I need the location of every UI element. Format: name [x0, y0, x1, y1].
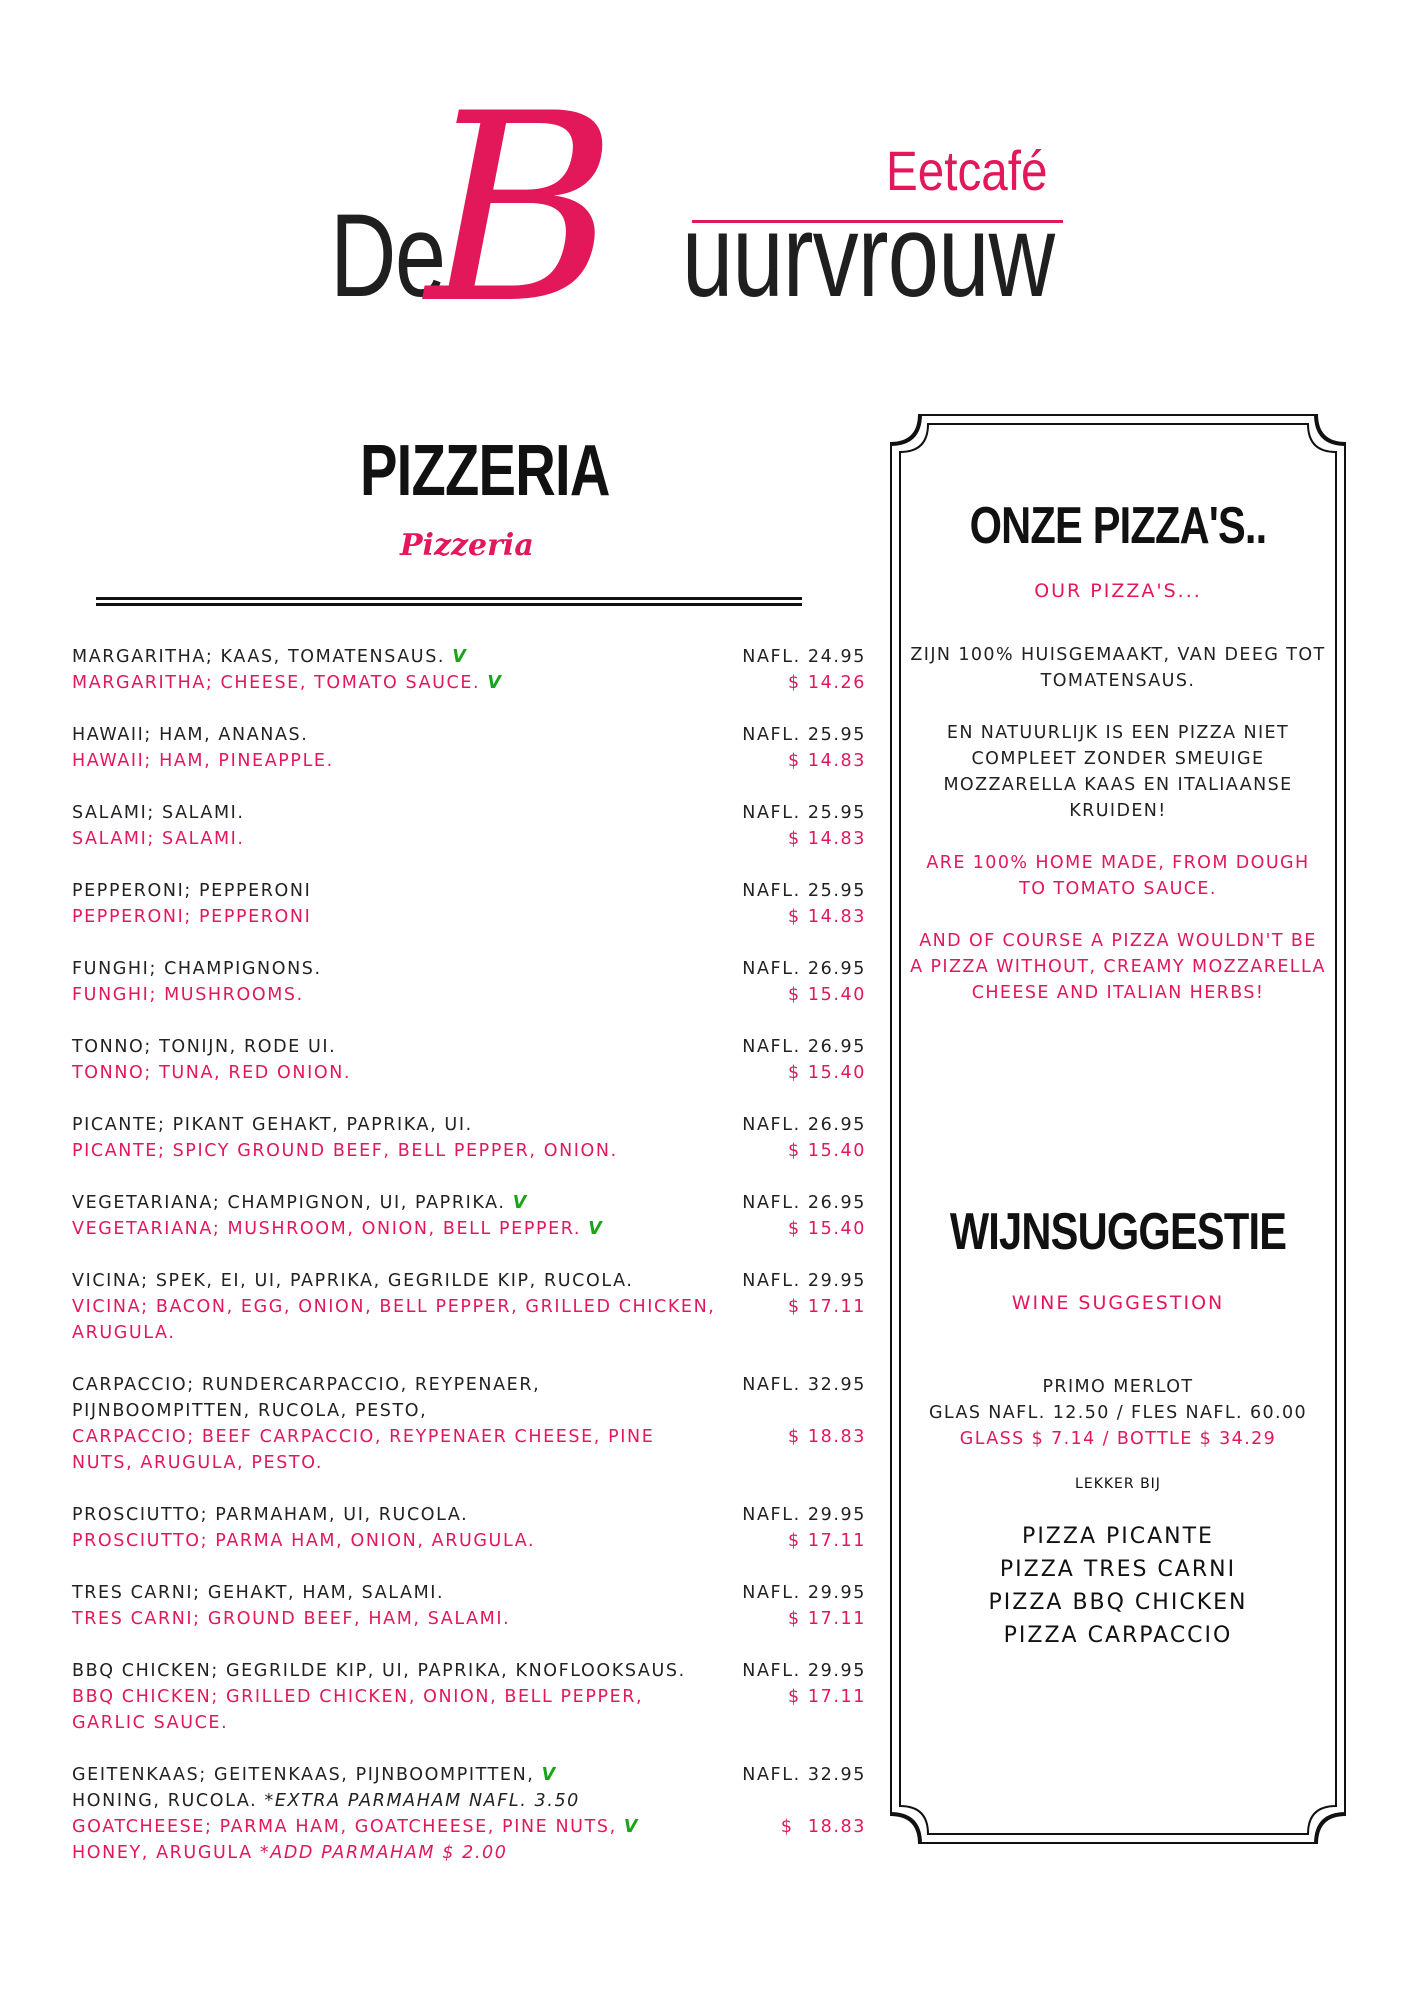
section-title: PIZZERIA [360, 431, 610, 511]
menu-item [72, 1372, 866, 1476]
price-usd: $ 17.11 [788, 1609, 866, 1629]
menu-item [72, 1112, 866, 1164]
price-nafl: NAFL. 25.95 [742, 881, 866, 901]
menu-item [72, 1190, 866, 1242]
item-name-nl: FUNGHI; CHAMPIGNONS. [72, 959, 322, 979]
item-extra-en: *ADD PARMAHAM $ 2.00 [259, 1843, 508, 1863]
panel-subheading: OUR PIZZA'S... [1034, 580, 1202, 602]
item-name-en: MARGARITHA; CHEESE, TOMATO SAUCE. [72, 673, 481, 693]
desc-en-1: ARE 100% HOME MADE, FROM DOUGH TO TOMATO SAUCE. [926, 853, 1310, 899]
price-nafl: NAFL. 24.95 [742, 647, 866, 667]
pairs-with-label: LEKKER BIJ [1075, 1476, 1161, 1492]
panel-heading: ONZE PIZZA'S.. [969, 497, 1267, 555]
menu-item [72, 1502, 866, 1554]
logo-de: De [330, 190, 445, 322]
item-name-en: TONNO; TUNA, RED ONION. [72, 1063, 352, 1083]
price-nafl: NAFL. 29.95 [742, 1271, 866, 1291]
item-name-nl: SALAMI; SALAMI. [72, 803, 245, 823]
menu-item [72, 956, 866, 1008]
item-name-en: CARPACCIO; BEEF CARPACCIO, REYPENAER CHEESE, PINE NUTS, ARUGULA, PESTO. [72, 1427, 655, 1473]
price-usd: $ 15.40 [788, 985, 866, 1005]
price-usd: $ 17.11 [788, 1687, 866, 1707]
price-usd: $ 15.40 [788, 1063, 866, 1083]
item-name-nl: VEGETARIANA; CHAMPIGNON, UI, PAPRIKA. [72, 1193, 506, 1213]
pairings-list [890, 1520, 1346, 1652]
menu-item [72, 878, 866, 930]
price-usd: $ 18.83 [780, 1817, 866, 1837]
vegetarian-mark: V [623, 1817, 640, 1837]
item-name-nl: TRES CARNI; GEHAKT, HAM, SALAMI. [72, 1583, 445, 1603]
menu-item [72, 1034, 866, 1086]
logo [330, 59, 1070, 361]
section-subtitle: Pizzeria [400, 528, 534, 563]
price-nafl: NAFL. 26.95 [742, 959, 866, 979]
price-usd: $ 14.83 [788, 907, 866, 927]
wine-suggestion [890, 1374, 1346, 1452]
item-name-en: HAWAII; HAM, PINEAPPLE. [72, 751, 334, 771]
price-nafl: NAFL. 26.95 [742, 1193, 866, 1213]
item-name-nl: BBQ CHICKEN; GEGRILDE KIP, UI, PAPRIKA, KNOFLOOKSAUS. [72, 1661, 686, 1681]
price-nafl: NAFL. 29.95 [742, 1505, 866, 1525]
item-name-nl: TONNO; TONIJN, RODE UI. [72, 1037, 337, 1057]
vegetarian-mark: V [452, 647, 468, 667]
double-divider [96, 597, 802, 606]
desc-en-2: AND OF COURSE A PIZZA WOULDN'T BE A PIZZA WITHOUT, CREAMY MOZZARELLA CHEESE AND ITALIAN HERBS! [910, 931, 1326, 1003]
price-nafl: NAFL. 32.95 [742, 1375, 866, 1395]
menu-item [72, 644, 866, 696]
wine-subheading: WINE SUGGESTION [1011, 1292, 1225, 1314]
desc-nl-1: ZIJN 100% HUISGEMAAKT, VAN DEEG TOT TOMATENSAUS. [910, 645, 1326, 691]
price-usd: $ 17.11 [788, 1531, 866, 1551]
price-usd: $ 15.40 [788, 1219, 866, 1239]
item-name-nl: PROSCIUTTO; PARMAHAM, UI, RUCOLA. [72, 1505, 469, 1525]
menu-item [72, 1268, 866, 1346]
item-name-nl: PEPPERONI; PEPPERONI [72, 881, 312, 901]
wine-price-nl: GLAS NAFL. 12.50 / FLES NAFL. 60.00 [928, 1403, 1308, 1423]
item-name-en: PROSCIUTTO; PARMA HAM, ONION, ARUGULA. [72, 1531, 536, 1551]
item-name-nl-cont: HONING, RUCOLA. [72, 1791, 258, 1811]
logo-eetcafe: Eetcafé [886, 139, 1048, 202]
pairing-item: PIZZA CARPACCIO [1003, 1623, 1233, 1648]
item-name-en-cont: HONEY, ARUGULA [72, 1843, 253, 1863]
desc-nl-2: EN NATUURLIJK IS EEN PIZZA NIET COMPLEET ZONDER SMEUIGE MOZZARELLA KAAS EN ITALIAANSE KRUIDEN! [943, 723, 1293, 821]
menu-item [72, 722, 866, 774]
item-name-en: GOATCHEESE; PARMA HAM, GOATCHEESE, PINE NUTS, [72, 1817, 617, 1837]
menu-item [72, 1580, 866, 1632]
pairing-item: PIZZA PICANTE [1022, 1524, 1214, 1549]
panel-description [910, 642, 1326, 1032]
item-name-en: PEPPERONI; PEPPERONI [72, 907, 312, 927]
item-name-en: BBQ CHICKEN; GRILLED CHICKEN, ONION, BELL PEPPER, GARLIC SAUCE. [72, 1687, 644, 1733]
item-name-nl: CARPACCIO; RUNDERCARPACCIO, REYPENAER, PIJNBOOMPITTEN, RUCOLA, PESTO, [72, 1375, 541, 1421]
item-name-nl: HAWAII; HAM, ANANAS. [72, 725, 309, 745]
wine-heading: WIJNSUGGESTIE [949, 1203, 1287, 1261]
price-nafl: NAFL. 29.95 [742, 1661, 866, 1681]
item-name-nl: MARGARITHA; KAAS, TOMATENSAUS. [72, 647, 446, 667]
price-nafl: NAFL. 32.95 [742, 1765, 866, 1785]
pairing-item: PIZZA TRES CARNI [999, 1557, 1237, 1582]
price-nafl: NAFL. 25.95 [742, 803, 866, 823]
wine-name: PRIMO MERLOT [1042, 1377, 1194, 1397]
price-usd: $ 14.26 [788, 673, 866, 693]
menu-item [72, 1762, 866, 1866]
price-usd: $ 18.83 [788, 1427, 866, 1447]
price-nafl: NAFL. 26.95 [742, 1037, 866, 1057]
menu-item [72, 800, 866, 852]
price-nafl: NAFL. 26.95 [742, 1115, 866, 1135]
item-name-nl: PICANTE; PIKANT GEHAKT, PAPRIKA, UI. [72, 1115, 473, 1135]
item-name-en: VEGETARIANA; MUSHROOM, ONION, BELL PEPPER. [72, 1219, 582, 1239]
price-usd: $ 14.83 [788, 829, 866, 849]
item-name-en: VICINA; BACON, EGG, ONION, BELL PEPPER, GRILLED CHICKEN, ARUGULA. [72, 1297, 716, 1343]
price-nafl: NAFL. 25.95 [742, 725, 866, 745]
price-usd: $ 14.83 [788, 751, 866, 771]
logo-script-b: B [426, 59, 618, 361]
item-name-en: SALAMI; SALAMI. [72, 829, 245, 849]
vegetarian-mark: V [541, 1765, 557, 1785]
item-name-nl: GEITENKAAS; GEITENKAAS, PIJNBOOMPITTEN, [72, 1765, 535, 1785]
menu-item [72, 1658, 866, 1736]
item-name-nl: VICINA; SPEK, EI, UI, PAPRIKA, GEGRILDE KIP, RUCOLA. [72, 1271, 634, 1291]
pizza-menu-list [72, 644, 866, 1892]
pairing-item: PIZZA BBQ CHICKEN [988, 1590, 1248, 1615]
vegetarian-mark: V [588, 1219, 604, 1239]
vegetarian-mark: V [487, 673, 503, 693]
info-panel [890, 414, 1346, 1844]
vegetarian-mark: V [512, 1193, 528, 1213]
item-extra-nl: *EXTRA PARMAHAM NAFL. 3.50 [264, 1791, 580, 1811]
item-name-en: TRES CARNI; GROUND BEEF, HAM, SALAMI. [72, 1609, 511, 1629]
price-usd: $ 17.11 [788, 1297, 866, 1317]
item-name-en: PICANTE; SPICY GROUND BEEF, BELL PEPPER, ONION. [72, 1141, 618, 1161]
price-nafl: NAFL. 29.95 [742, 1583, 866, 1603]
price-usd: $ 15.40 [788, 1141, 866, 1161]
item-name-en: FUNGHI; MUSHROOMS. [72, 985, 304, 1005]
wine-price-en: GLASS $ 7.14 / BOTTLE $ 34.29 [959, 1429, 1277, 1449]
logo-uurvrouw: uurvrouw [682, 190, 1055, 322]
